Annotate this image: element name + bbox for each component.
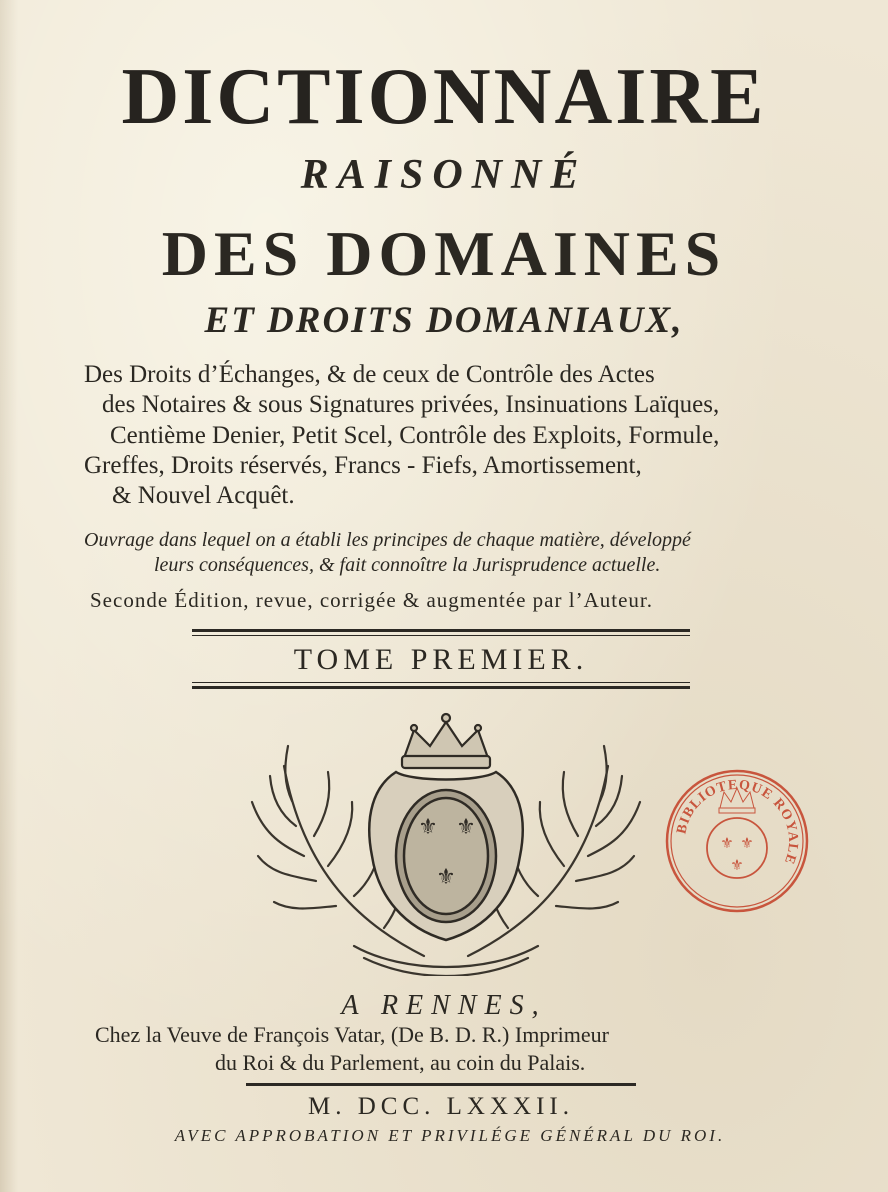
rule-top-thin bbox=[192, 635, 690, 636]
ouvrage-line-1: Ouvrage dans lequel on a établi les principes de chaque matière, développé bbox=[84, 529, 691, 551]
stamp-text: BIBLIOTEQUE ROYALE bbox=[674, 777, 801, 867]
svg-text:⚜: ⚜ bbox=[418, 815, 438, 840]
publisher-city: A RENNES, bbox=[341, 990, 547, 1021]
book-title-raisonne: RAISONNÉ bbox=[300, 152, 588, 198]
description-line-2: des Notaires & sous Signatures privées, Insinuations Laïques, bbox=[102, 391, 720, 418]
description-line-4: Greffes, Droits réservés, Francs - Fiefs, Amortissement, bbox=[84, 452, 642, 479]
rule-top bbox=[192, 629, 690, 632]
royal-arms-emblem bbox=[244, 706, 648, 976]
svg-text:⚜: ⚜ bbox=[456, 815, 476, 840]
svg-text:⚜: ⚜ bbox=[730, 856, 744, 874]
ouvrage-line-2: leurs conséquences, & fait connoître la Jurisprudence actuelle. bbox=[154, 554, 661, 576]
volume-label: TOME PREMIER. bbox=[293, 643, 589, 676]
rule-bottom-thin bbox=[192, 682, 690, 683]
svg-text:⚜: ⚜ bbox=[740, 834, 754, 852]
description-line-1: Des Droits d’Échanges, & de ceux de Contrôle des Actes bbox=[84, 361, 655, 388]
publication-year: M. DCC. LXXXII. bbox=[308, 1093, 574, 1120]
rule-imprint bbox=[246, 1083, 636, 1086]
approbation-line: AVEC APPROBATION ET PRIVILÉGE GÉNÉRAL DU ROI. bbox=[174, 1126, 726, 1145]
bibliotheque-royale-stamp bbox=[664, 768, 810, 914]
edition-statement: Seconde Édition, revue, corrigée & augmentée par l’Auteur. bbox=[90, 588, 653, 612]
publisher-line-1: Chez la Veuve de François Vatar, (De B. D. R.) Imprimeur bbox=[95, 1022, 609, 1047]
rule-bottom bbox=[192, 686, 690, 689]
svg-text:⚜: ⚜ bbox=[720, 834, 734, 852]
description-line-3: Centième Denier, Petit Scel, Contrôle des Exploits, Formule, bbox=[110, 422, 720, 449]
book-title: DICTIONNAIRE bbox=[121, 53, 767, 141]
description-line-5: & Nouvel Acquêt. bbox=[112, 482, 295, 509]
publisher-line-2: du Roi & du Parlement, au coin du Palais. bbox=[215, 1050, 586, 1075]
book-title-domaines: DES DOMAINES bbox=[161, 218, 727, 289]
svg-text:⚜: ⚜ bbox=[436, 865, 456, 890]
book-title-droits: ET DROITS DOMANIAUX, bbox=[204, 300, 684, 341]
